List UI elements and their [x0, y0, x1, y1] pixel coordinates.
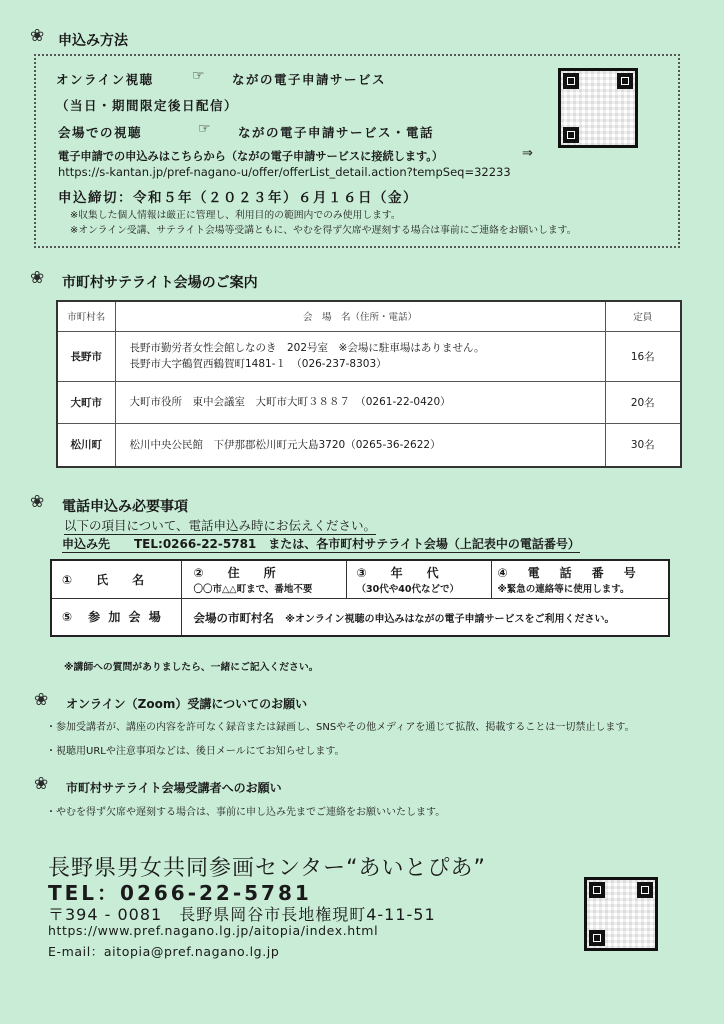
city-name: 松川町 [57, 423, 115, 467]
org-url[interactable]: https://www.pref.nagano.lg.jp/aitopia/index.html [48, 923, 379, 938]
table-row [51, 598, 669, 636]
section-title-apply: 申込み方法 [58, 33, 128, 49]
city-name: 長野市 [57, 331, 115, 381]
pointing-hand-icon: ☞ [192, 68, 205, 84]
e-apply-text: 電子申請での申込みはこちらから（ながの電子申請サービスに接続します。） [58, 150, 444, 163]
deadline: 申込締切：令和５年（２０２３年）６月１６日（金） [58, 190, 418, 206]
venue-detail [115, 423, 605, 467]
satellite-bullet-1: ・やむを得ず欠席や遅刻する場合は、事前に申し込み先までご連絡をお願いいたします。 [46, 807, 446, 818]
table-row [51, 560, 669, 598]
phone-items-table [50, 559, 670, 637]
capacity: 20名 [605, 381, 681, 423]
e-apply-url[interactable]: https://s-kantan.jp/pref-nagano-u/offer/offerList_detail.action?tempSeq=32233 [58, 165, 511, 179]
note-absence: ※オンライン受講、サテライト会場等受講ともに、やむを得ず欠席や遅刻する場合は事前にご連絡をお願いします。 [70, 225, 577, 236]
qr-code-center[interactable] [584, 877, 658, 951]
org-email[interactable]: E-mail：aitopia@pref.nagano.lg.jp [48, 944, 280, 959]
qr-code-apply[interactable] [558, 68, 638, 148]
venue-line: 松川中央公民館 下伊那郡松川町元大島3720（0265‐36‐2622） [129, 438, 441, 451]
section-title-phone: 電話申込み必要事項 [62, 499, 188, 515]
item-address: ② 住 所 〇〇市△△町まで、番地不要 [181, 560, 346, 598]
flower-icon: ❀ [30, 268, 45, 288]
online-note: （当日・期間限定後日配信） [56, 98, 239, 113]
online-service: ながの電子申請サービス [232, 72, 387, 87]
header-capacity: 定員 [605, 301, 681, 331]
zoom-bullet-1: ・参加受講者が、講座の内容を許可なく録音または録画し、SNSやその他メディアを通じて拡散、掲載することは一切禁止します。 [46, 722, 635, 733]
venue-label: 会場での視聴 [58, 125, 143, 140]
venue-line: 大町市役所 東中会議室 大町市大町３８８７ （0261‐22‐0420） [129, 396, 451, 408]
org-name: 長野県男女共同参画センター“あいとぴあ” [48, 856, 486, 881]
section-title-venues: 市町村サテライト会場のご案内 [62, 275, 258, 291]
note-privacy: ※収集した個人情報は厳正に管理し、利用目的の範囲内でのみ使用します。 [70, 210, 401, 221]
venue-table-header [57, 301, 681, 331]
venue-line: 長野市勤労者女性会館しなのき 202号室 ※会場に駐車場はありません。 [129, 342, 485, 354]
question-note: ※講師への質問がありましたら、一緒にご記入ください。 [64, 662, 319, 673]
arrow-right-icon: ⇒ [522, 146, 533, 161]
item-age: ③ 年 代 （30代や40代などで） [346, 560, 491, 598]
org-tel: TEL：0266-22-5781 [48, 881, 312, 905]
city-name: 大町市 [57, 381, 115, 423]
header-venue: 会 場 名（住所・電話） [115, 301, 605, 331]
venue-table [56, 300, 682, 468]
online-label: オンライン視聴 [56, 72, 154, 87]
venue-line: 長野市大字鶴賀西鶴賀町1481‐１ （026‐237‐8303） [129, 358, 387, 370]
venue-detail [115, 381, 605, 423]
venue-detail [115, 331, 605, 381]
section-title-zoom: オンライン（Zoom）受講についてのお願い [66, 697, 308, 711]
table-row [57, 331, 681, 381]
capacity: 30名 [605, 423, 681, 467]
item-name: ① 氏 名 [51, 560, 181, 598]
flower-icon: ❀ [30, 492, 45, 512]
item-phone: ④ 電 話 番 号 ※緊急の連絡等に使用します。 [491, 560, 669, 598]
pointing-hand-icon: ☞ [198, 121, 211, 137]
zoom-bullet-2: ・視聴用URLや注意事項などは、後日メールにてお知らせします。 [46, 746, 345, 757]
item-venue-value: 会場の市町村名 ※オンライン視聴の申込みはながの電子申請サービスをご利用ください。 [181, 598, 669, 636]
flower-icon: ❀ [34, 690, 49, 710]
capacity: 16名 [605, 331, 681, 381]
flower-icon: ❀ [34, 774, 49, 794]
section-title-satellite: 市町村サテライト会場受講者へのお願い [66, 781, 282, 795]
table-row [57, 381, 681, 423]
phone-destination: 申込み先 TEL:0266‐22‐5781 または、各市町村サテライト会場（上記表中の電話番号） [62, 537, 580, 551]
venue-service: ながの電子申請サービス・電話 [238, 125, 435, 140]
item-venue: ⑤ 参 加 会 場 [51, 598, 181, 636]
header-city: 市町村名 [57, 301, 115, 331]
flower-icon: ❀ [30, 26, 45, 46]
table-row [57, 423, 681, 467]
phone-intro: 以下の項目について、電話申込み時にお伝えください。 [64, 518, 377, 533]
org-address: 〒394 - 0081 長野県岡谷市長地権現町4-11-51 [48, 905, 436, 924]
